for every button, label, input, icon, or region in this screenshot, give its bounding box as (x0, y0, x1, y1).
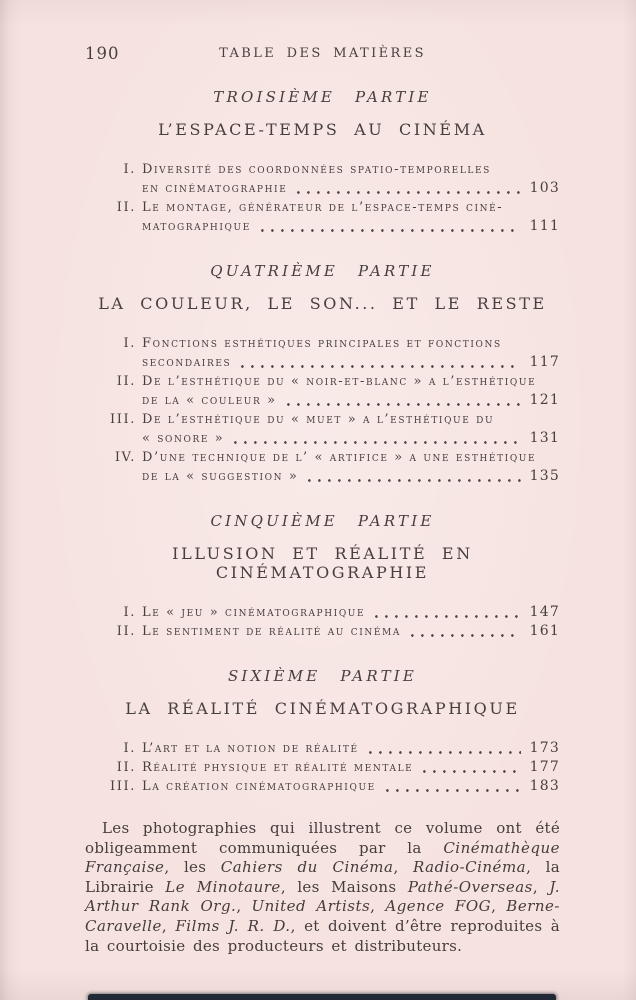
part-label: SIXIÈME PARTIE (227, 667, 418, 685)
toc-entries (85, 739, 560, 796)
toc-entry (85, 160, 560, 198)
footnote-text: , (161, 916, 176, 935)
dot-leader (297, 191, 520, 194)
toc-entry-page: 117 (529, 354, 560, 370)
running-title: TABLE DES MATIÈRES (219, 46, 426, 61)
toc-entry-numeral: I. (123, 162, 136, 177)
footnote-credit-name: Cinémathèque Française (85, 838, 560, 877)
toc-entry-page: 183 (529, 778, 560, 794)
toc-entry-text: De l’esthétique du « noir-et-blanc » a l’esthétique (142, 374, 537, 389)
toc-entry-text: Réalité physique et réalité mentale (142, 760, 414, 775)
footnote-text: , (236, 897, 252, 916)
toc-section-sixieme (85, 667, 560, 796)
toc-entry-text: L’art et la notion de réalité (142, 741, 359, 756)
toc-entry (85, 777, 560, 796)
toc-entry-numeral: II. (116, 624, 136, 639)
part-label: QUATRIÈME PARTIE (210, 262, 435, 280)
scan-edge-artifact (88, 994, 556, 1000)
footnote-text: , (532, 877, 550, 896)
dot-leader (423, 770, 520, 773)
dot-leader (287, 403, 521, 406)
dot-leader (411, 634, 521, 637)
toc-entry-page: 131 (529, 430, 560, 446)
toc-entry (85, 622, 560, 641)
toc-section-quatrieme (85, 262, 560, 486)
toc-entries (85, 334, 560, 486)
dot-leader (308, 479, 520, 482)
toc-entry (85, 739, 560, 758)
toc-entry-text: Le « jeu » cinématographique (142, 605, 366, 620)
section-title: LA COULEUR, LE SON... ET LE RESTE (98, 294, 547, 313)
footnote-text: Les photographies qui illustrent ce volume ont été obligeamment communiquées par la (85, 819, 560, 857)
footnote-text: , la Librairie (85, 858, 561, 896)
toc-entry-text: D’une technique de l’ « artifice » a une esthétique (142, 450, 537, 465)
toc-entry (85, 603, 560, 622)
toc-entry-numeral: IV. (114, 450, 136, 465)
footnote-text: , les (164, 858, 221, 877)
toc-entries (85, 160, 560, 236)
toc-entry-numeral: I. (123, 605, 136, 620)
footnote-paragraph (85, 819, 560, 956)
toc-entry-page: 177 (529, 759, 560, 775)
toc-entry-text: Le montage, générateur de l’espace-temps ciné- (142, 200, 504, 215)
toc-entry-numeral: III. (110, 412, 136, 427)
toc-entry (85, 372, 560, 410)
footnote-text: , et doivent d’être reproduites à la courtoisie des producteurs et distributeurs. (85, 916, 560, 955)
toc-entry-numeral: III. (110, 779, 136, 794)
toc-entry-numeral: II. (116, 200, 136, 215)
dot-leader (261, 229, 521, 232)
footnote-credit-name: Films J. R. D. (175, 916, 291, 935)
toc-entry-text: « sonore » (142, 431, 225, 446)
toc-entry-text: La création cinématographique (142, 779, 376, 794)
footnote-credit-name: United Artists (251, 897, 371, 916)
footnote-credit-name: Berne-Caravelle (85, 897, 560, 935)
toc-entry-page: 121 (529, 392, 560, 408)
toc-entry (85, 410, 560, 448)
toc-entry (85, 198, 560, 236)
toc-entry-text: Fonctions esthétiques principales et fonctions (142, 336, 502, 351)
page-header (85, 44, 560, 62)
toc-entry-page: 111 (529, 218, 560, 234)
toc-entry-numeral: I. (123, 336, 136, 351)
footnote-credit-name: Le Minotaure (165, 877, 281, 896)
toc-entries (85, 603, 560, 641)
toc-entry-page: 147 (529, 604, 560, 620)
footnote-credit-name: Pathé-Overseas (407, 877, 533, 896)
footnote-text: , les Maisons (280, 877, 408, 896)
toc-entry-text: De l’esthétique du « muet » a l’esthétique du (142, 412, 495, 427)
toc-section-troisieme (85, 88, 560, 236)
toc-entry (85, 334, 560, 372)
toc-entry-numeral: II. (116, 760, 136, 775)
toc-entry-page: 103 (529, 180, 560, 196)
toc-entry-page: 135 (529, 468, 560, 484)
toc-section-cinquieme (85, 512, 560, 641)
toc-entry-page: 161 (529, 623, 560, 639)
footnote-text: , (393, 858, 414, 877)
toc-entry-text: Diversité des coordonnées spatio-temporelles (142, 162, 491, 177)
page-number: 190 (85, 44, 120, 63)
dot-leader (234, 441, 520, 444)
part-label: CINQUIÈME PARTIE (210, 512, 435, 530)
toc-entry-text: matographique (142, 219, 251, 234)
part-label: TROISIÈME PARTIE (213, 88, 432, 106)
toc-entry-numeral: I. (123, 741, 136, 756)
section-title: LA RÉALITÉ CINÉMATOGRAPHIQUE (125, 699, 520, 718)
toc-entry-text: de la « couleur » (142, 393, 277, 408)
toc-entry-text: secondaires (142, 355, 232, 370)
toc-entry-text: de la « suggestion » (142, 469, 299, 484)
toc-entry (85, 448, 560, 486)
footnote-credit-name: Cahiers du Cinéma (220, 858, 394, 877)
dot-leader (375, 615, 521, 618)
toc-entry (85, 758, 560, 777)
dot-leader (369, 751, 521, 754)
toc-entry-page: 173 (529, 740, 560, 756)
footnote-credit-name: Agence FOG (385, 897, 492, 916)
footnote-credit-name: J. Arthur Rank Org. (85, 877, 560, 916)
dot-leader (386, 789, 521, 792)
footnote-text: , (370, 897, 386, 916)
section-title: L’ESPACE-TEMPS AU CINÉMA (158, 120, 487, 139)
section-title: ILLUSION ET RÉALITÉ EN CINÉMATOGRAPHIE (172, 544, 473, 582)
toc-entry-text: en cinématographie (142, 181, 288, 196)
dot-leader (241, 365, 520, 368)
toc-entry-text: Le sentiment de réalité au cinéma (142, 624, 401, 639)
footnote-text: , (491, 897, 507, 916)
footnote-credit-name: Radio-Cinéma (413, 858, 527, 877)
toc-entry-numeral: II. (116, 374, 136, 389)
